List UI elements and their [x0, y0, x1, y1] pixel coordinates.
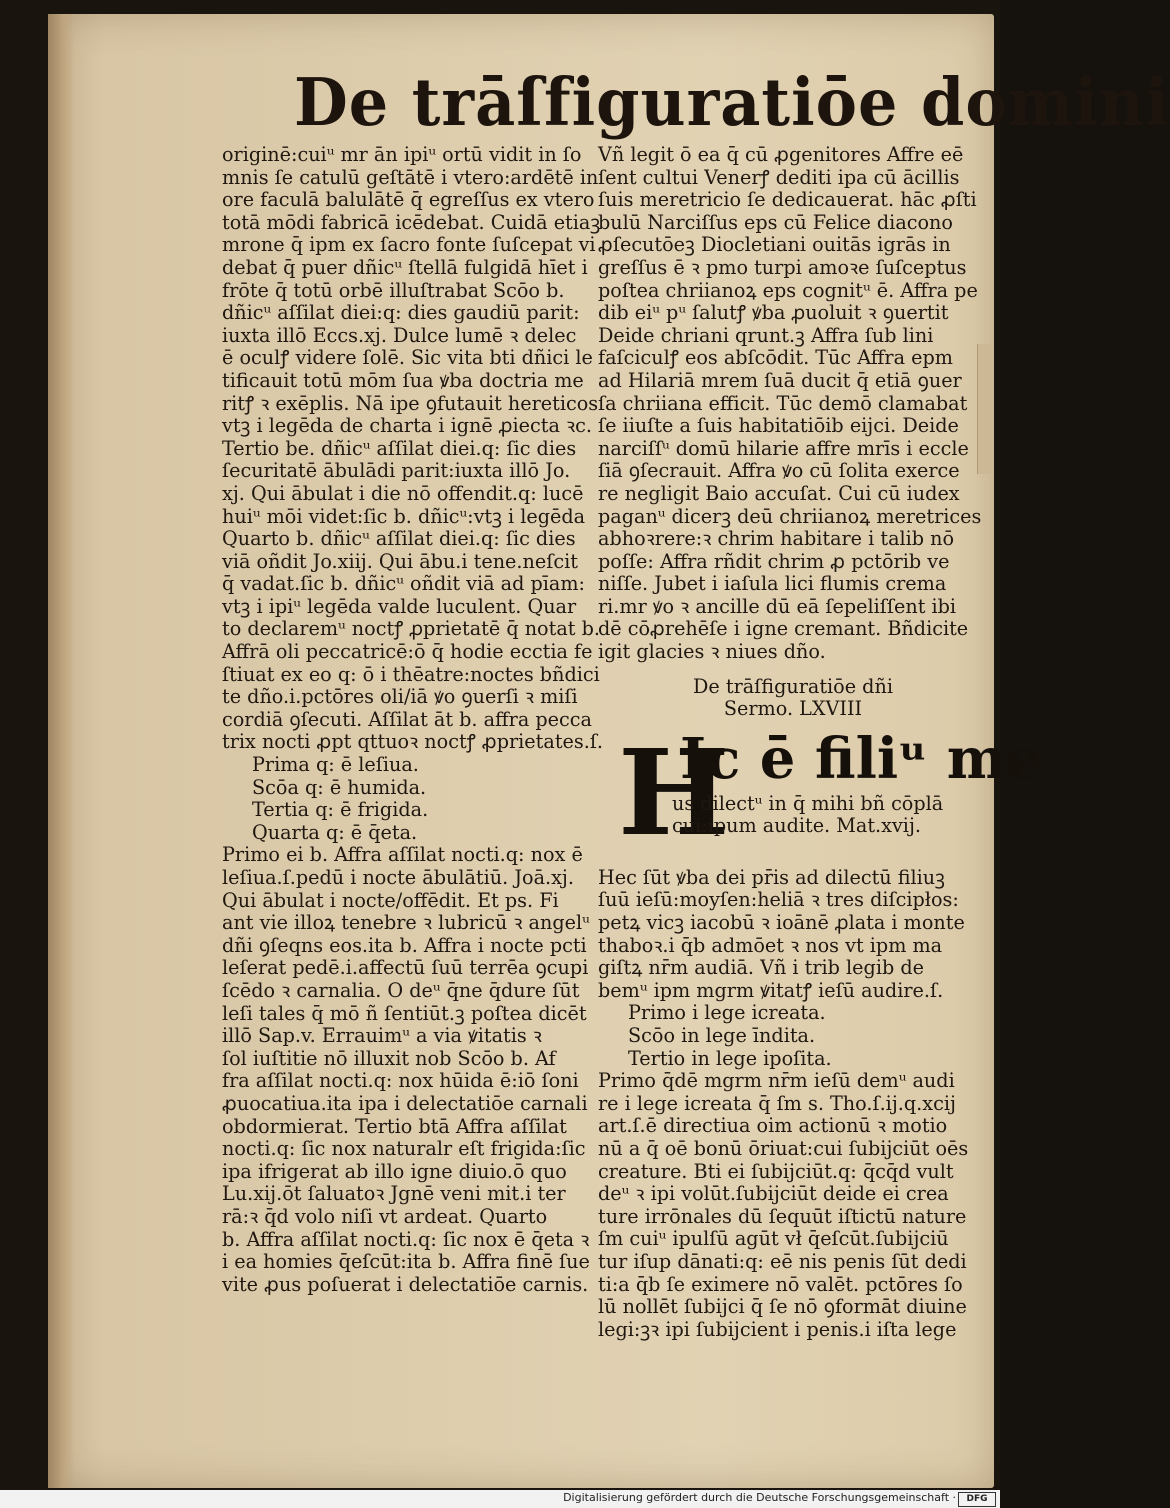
running-title: De trāſfiguratiōe domini	[294, 64, 1170, 141]
text-line: lū nollēt ſubijci q̄ ſe nō ꝯformāt diuine	[598, 1295, 967, 1319]
text-line: narciſſᵘ domū hilarie affre mrīs i eccle	[598, 436, 969, 460]
text-line: frōte q̄ totū orbē illuſtrabat Scōo b.	[222, 278, 565, 302]
text-line: xj. Qui ābulat i die nō offendit.q: lucē	[222, 481, 584, 505]
text-line: faſciculꝭ eos abſcōdit. Tūc Affra epm	[598, 346, 953, 370]
text-line: Affrā oli peccatricē:ō q̄ hodie ecctia fe	[222, 640, 593, 664]
text-line: ri.mr ꝟo ꝛ ancille dū eā ſepeliſſent ibi	[598, 594, 957, 618]
text-line: Quarta q: ē q̄eta.	[252, 820, 418, 844]
page-gutter	[48, 14, 74, 1488]
text-line: bulū Narciſſus eps cū Felice diacono	[598, 210, 953, 234]
text-line: igit glacies ꝛ niues dño.	[598, 640, 826, 664]
text-line: ipa ifrigerat ab illo igne diuio.ō quo	[222, 1159, 567, 1183]
text-line: ant vie illoꝝ tenebre ꝛ lubricū ꝛ angelᵘ	[222, 911, 590, 935]
text-line: ſcēdo ꝛ carnalia. O deᵘ q̄ne q̄dure ſūt	[222, 978, 580, 1002]
text-line: ſm cuiᵘ ipulſū agūt vł q̄eſcūt.ſubijciū	[598, 1227, 949, 1251]
text-line: iuxta illō Eccs.xj. Dulce lumē ꝛ delec	[222, 323, 577, 347]
text-line: tur iſup dānati:q: eē nis penis ſūt dedi	[598, 1249, 967, 1273]
text-line: fra aſſilat nocti.q: nox hūida ē:iō ſoni	[222, 1069, 579, 1093]
text-line: dñicᵘ aſſilat diei:q: dies gaudiū parit:	[222, 301, 580, 325]
sermon-heading	[598, 676, 988, 721]
text-line: niſſe. Jubet i iaſula lici flumis crema	[598, 572, 947, 596]
text-line: ture irrōnales dū ſequūt iſtictū nature	[598, 1204, 967, 1228]
text-line: leſi tales q̄ mō ñ ſentiūt.ꝫ poſtea dicēt	[222, 1001, 587, 1025]
sermon-incipit	[598, 722, 1042, 863]
text-line: poſtea chriianoꝝ eps cognitᵘ ē. Affra pe	[598, 278, 978, 302]
text-line: Tertio in lege ipoſita.	[628, 1046, 832, 1070]
text-line: ſent cultui Venerꝭ dediti ipa cū ācillis	[598, 165, 960, 189]
text-line: ritꝭ ꝛ exēplis. Nā ipe ꝯfutauit hereticos	[222, 391, 599, 415]
text-line: b. Affra aſſilat nocti.q: ſic nox ē q̄eta ꝛ	[222, 1227, 590, 1251]
text-line: ti:a q̄b ſe eximere nō valēt. pctōres ſo	[598, 1272, 963, 1296]
text-line: dib eiᵘ pᵘ ſalutꝭ ꝟba ꝓuoluit ꝛ ꝯuertit	[598, 301, 949, 325]
text-line: Tertia q: ē frigida.	[252, 798, 429, 822]
text-line: ꝓſecutōeꝫ Diocletiani ouitās igrās in	[598, 233, 951, 257]
right-column-bottom	[598, 867, 988, 1341]
text-line: trix nocti ꝓpt qttuoꝛ noctꝭ ꝓprietates.ſ.	[222, 730, 604, 754]
text-line: ſtiuat ex eo q: ō i thēatre:noctes bñdici	[222, 662, 600, 686]
text-line: Scōa q: ē humida.	[252, 775, 427, 799]
text-line: creature. Bti ei ſubijciūt.q: q̄cq̄d vult	[598, 1159, 954, 1183]
text-line: paganᵘ dicerꝫ deū chriianoꝝ meretrices	[598, 504, 982, 528]
text-line: rā:ꝛ q̄d volo niſi vt ardeat. Quarto	[222, 1204, 548, 1228]
text-line: petꝝ vicꝫ iacobū ꝛ ioānē ꝓlata i monte	[598, 911, 965, 935]
text-line: viā oñdit Jo.xiij. Qui ābu.i tene.neſcit	[222, 549, 578, 573]
text-line: totā mōdi fabricā icēdebat. Cuidā etiaꝫ	[222, 210, 601, 234]
text-line: ē oculꝭ videre ſolē. Sic vita bti dñici le	[222, 346, 593, 370]
text-line: leſiua.ſ.pedū i nocte ābulātiū. Joā.xj.	[222, 866, 574, 889]
incipit-line: cui:ipum audite. Mat.xvij.	[672, 813, 921, 837]
text-line: greſſus ē ꝛ pmo turpi amoꝛe ſuſceptus	[598, 255, 967, 279]
text-line: originē:cuiᵘ mr ān ipiᵘ ortū vidit in ſo	[222, 143, 582, 166]
funding-notice: Digitalisierung gefördert durch die Deutsche Forschungsgemeinschaft ·	[563, 1491, 956, 1504]
text-line: Hec ſūt ꝟba dei pr̄is ad dilectū filiuꝫ	[598, 865, 945, 889]
text-line: dñi ꝯſeqns eos.ita b. Affra i nocte pcti	[222, 933, 587, 957]
text-line: illō Sap.v. Errauimᵘ a via ꝟitatis ꝛ	[222, 1024, 542, 1048]
text-line: ſuis meretricio ſe dedicauerat. hāc ꝓſti	[598, 188, 977, 212]
text-line: ſuū ieſū:moyſen:heliā ꝛ tres diſcipłos:	[598, 888, 959, 912]
text-line: legi:ꝫꝛ ipi ſubijcient i penis.i iſta lege	[598, 1317, 957, 1341]
text-line: Tertio be. dñicᵘ aſſilat diei.q: ſic dies	[222, 436, 577, 460]
text-line: mrone q̄ ipm ex ſacro fonte ſuſcepat vi	[222, 233, 596, 257]
text-line: ſiā ꝯſecrauit. Affra ꝟo cū ſolita exerce	[598, 459, 960, 483]
text-line: mnis ſe catulū geſtātē i vtero:ardētē in	[222, 165, 599, 189]
text-line: ore faculā balulātē q̄ egreſſus ex vtero	[222, 188, 595, 212]
text-line: giſtꝝ nr̄m audiā. Vñ i trib legib de	[598, 956, 924, 980]
text-line: obdormierat. Tertio btā Affra aſſilat	[222, 1114, 567, 1138]
viewer-footer	[0, 1490, 1000, 1508]
text-line: Qui ābulat i nocte/offēdit. Et ps. Fi	[222, 888, 559, 912]
text-line: leſerat pedē.i.affectū ſuū terrēa ꝯcupi	[222, 956, 589, 980]
text-line: Scōo in lege īndita.	[628, 1024, 816, 1047]
text-line: Lu.xij.ōt ſaluatoꝛ Jgnē veni mit.i ter	[222, 1182, 566, 1206]
text-line: poſſe: Affra rñdit chrim ꝓ pctōrib ve	[598, 549, 950, 573]
text-line: Primo i lege icreata.	[628, 1001, 826, 1025]
text-line: re negligit Baio accuſat. Cui cū iudex	[598, 481, 960, 505]
text-line: Deide chriani qrunt.ꝫ Affra ſub lini	[598, 323, 934, 347]
text-line: tificauit totū mōm ſua ꝟba doctria me	[222, 368, 584, 392]
text-line: to declaremᵘ noctꝭ ꝓprietatē q̄ notat b.	[222, 617, 600, 641]
text-line: ſe iiuſte a ſuis habitatiōib eijci. Deide	[598, 414, 959, 438]
text-line: re i lege icreata q̄ ſm s. Tho.ſ.ij.q.xcij	[598, 1091, 956, 1115]
text-line: ſecuritatē ābulādi parit:iuxta illō Jo.	[222, 459, 571, 483]
text-line: Primo ei b. Affra aſſilat nocti.q: nox ē	[222, 843, 583, 867]
incipit-line: us dilectᵘ in q̄ mihi bñ cōplā	[672, 791, 944, 815]
text-line: bemᵘ ipm mgrm ꝟitatꝭ ieſū audire.ſ.	[598, 978, 944, 1002]
text-line: q̄ vadat.ſic b. dñicᵘ oñdit viā ad pīam:	[222, 572, 586, 596]
text-line: ad Hilariā mrem ſuā ducit q̄ etiā ꝯuer	[598, 368, 962, 392]
right-column	[598, 143, 1042, 1341]
text-line: cordiā ꝯſecuti. Aſſilat āt b. affra pecca	[222, 707, 592, 731]
decorated-initial: H	[618, 722, 730, 862]
text-line: ſol iuſtitie nō illuxit nob Scōo b. Af	[222, 1046, 556, 1070]
text-line: Quarto b. dñicᵘ aſſilat diei.q: ſic dies	[222, 527, 576, 551]
book-page	[48, 14, 1170, 1488]
sermon-heading-number: Sermo. LXVIII	[723, 697, 863, 721]
text-line: nocti.q: ſic nox naturalr eſt frigida:ſic	[222, 1137, 586, 1161]
text-line: ꝓuocatiua.ita ipa i delectatiōe carnali	[222, 1091, 588, 1115]
text-line: te dño.i.pctōres oli/iā ꝟo ꝯuerſi ꝛ miſi	[222, 685, 578, 709]
text-line: Prima q: ē leſiua.	[252, 753, 419, 777]
left-column	[222, 144, 618, 1296]
text-line: Vñ legit ō ea q̄ cū ꝓgenitores Affre eē	[598, 143, 964, 166]
incipit-large-text: Ic ē filiᵘ me	[680, 725, 1042, 792]
text-line: ſa chriiana efficit. Tūc demō clamabat	[598, 391, 968, 415]
text-line: art.ſ.ē directiua oim actionū ꝛ motio	[598, 1114, 948, 1138]
text-line: vtꝫ i ipiᵘ legēda valde luculent. Quar	[222, 594, 577, 618]
text-line: abhoꝛrere:ꝛ chrim habitare i talib nō	[598, 527, 955, 551]
text-line: huiᵘ mōi videt:ſic b. dñicᵘ:vtꝫ i legēda	[222, 504, 586, 528]
right-column-top	[598, 144, 988, 664]
text-line: Primo q̄dē mgrm nr̄m ieſū demᵘ audi	[598, 1069, 955, 1093]
text-line: debat q̄ puer dñicᵘ ſtellā fulgidā hīet i	[222, 255, 588, 279]
text-line: thaboꝛ.i q̄b admōet ꝛ nos vt ipm ma	[598, 933, 943, 957]
dfg-logo: DFG	[958, 1492, 996, 1507]
sermon-heading-title: De trāſfiguratiōe dñi	[693, 674, 893, 698]
text-line: vite ꝓus poſuerat i delectatiōe carnis.	[222, 1272, 589, 1296]
text-line: i ea homies q̄eſcūt:ita b. Affra finē ſue	[222, 1250, 590, 1274]
text-line: deᵘ ꝛ ipi volūt.ſubijciūt deide ei crea	[598, 1182, 949, 1206]
text-line: nū a q̄ oē bonū ōriuat:cui ſubijciūt oēs	[598, 1136, 969, 1160]
text-line: vtꝫ i legēda de charta i ignē ꝓiecta ꝛc.	[222, 414, 592, 438]
text-line: dē cōꝓrehēſe i igne cremant. Bñdicite	[598, 617, 969, 641]
